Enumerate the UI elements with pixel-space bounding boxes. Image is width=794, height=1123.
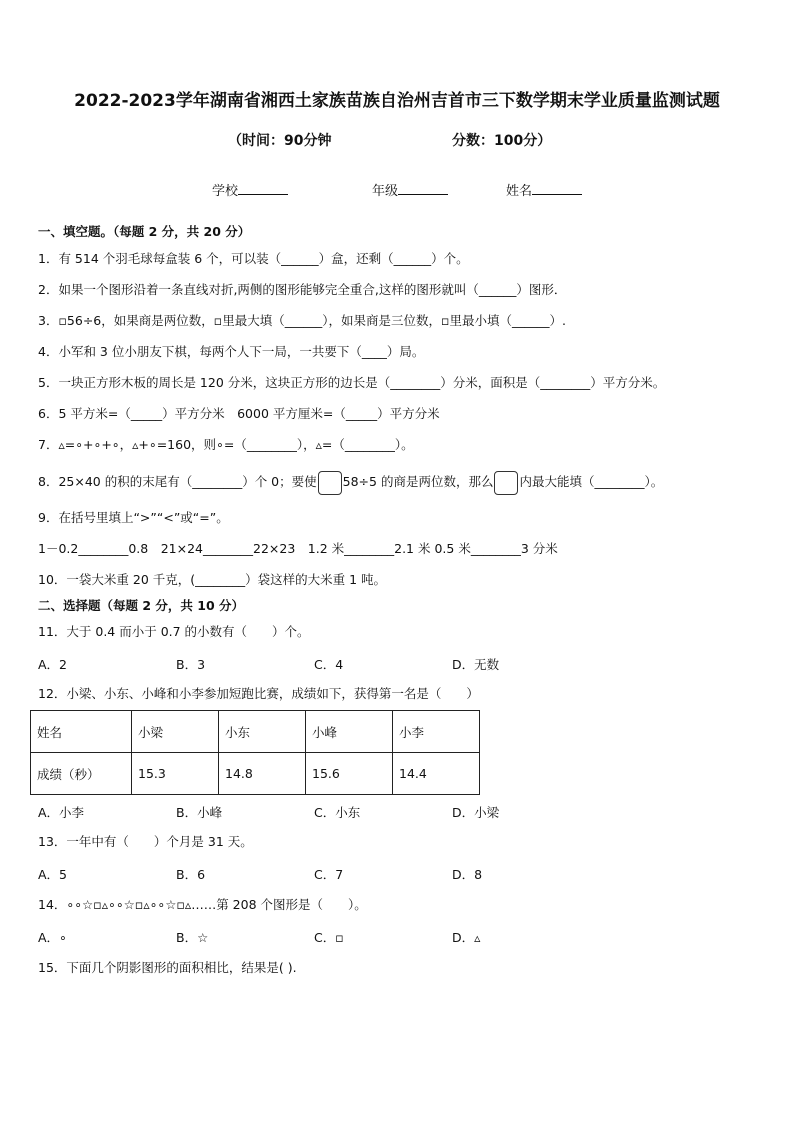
page-title: 2022-2023学年湖南省湘西土家族苗族自治州吉首市三下数学期末学业质量监测试题 [74,91,720,111]
table-cell: 15.6 [306,753,393,795]
question-4: 4．小军和 3 位小朋友下棋，每两个人下一局，一共要下（____）局。 [38,344,425,359]
table-row [31,753,480,795]
question-8-part-1: 8．25×40 的积的末尾有（________）个 0；要使 [38,474,317,489]
table-cell: 成绩（秒） [31,753,132,795]
section-choice-heading: 二、选择题（每题 2 分，共 10 分） [38,598,245,613]
grade-field [372,180,448,199]
exam-time: （时间：90分钟 [228,133,332,149]
section-fill-blank-heading: 一、填空题。（每题 2 分，共 20 分） [38,224,251,239]
q12-option-a[interactable]: A．小李 [38,805,85,820]
grade-label: 年级 [372,184,399,199]
school-blank[interactable] [238,182,288,195]
q11-option-d[interactable]: D．无数 [452,657,500,672]
question-9-comparisons: 1－0.2________0.8 21×24________22×23 1.2 米________2.1 米 0.5 米________3 分米 [38,541,558,556]
school-field [212,180,288,199]
q13-option-c[interactable]: C．7 [314,867,344,882]
digit-box[interactable] [318,471,342,495]
q11-option-b[interactable]: B．3 [176,657,206,672]
digit-box[interactable] [494,471,518,495]
table-header-cell: 小李 [393,711,480,753]
q12-option-c[interactable]: C．小东 [314,805,361,820]
question-9: 9．在括号里填上“>”“<”或“=”。 [38,510,229,525]
question-8-part-2: 58÷5 的商是两位数，那么 [342,474,494,489]
question-3: 3．▫56÷6，如果商是两位数，▫里最大填（______），如果商是三位数，▫里最小填（______）. [38,313,566,328]
q12-option-b[interactable]: B．小峰 [176,805,223,820]
table-cell: 14.8 [219,753,306,795]
table-row [31,711,480,753]
question-8-part-3: 内最大能填（________）。 [519,474,664,489]
name-label: 姓名 [506,184,533,199]
question-15: 15．下面几个阴影图形的面积相比，结果是( ). [38,960,297,975]
question-14: 14．∘∘☆▫▵∘∘☆▫▵∘∘☆▫▵……第 208 个图形是（ ）。 [38,897,367,912]
name-field [506,180,582,199]
question-1: 1．有 514 个羽毛球每盒装 6 个，可以装（______）盒，还剩（______）个。 [38,251,469,266]
q14-option-a[interactable]: A．∘ [38,930,67,945]
school-label: 学校 [212,184,239,199]
grade-blank[interactable] [398,182,448,195]
question-11: 11．大于 0.4 而小于 0.7 的小数有（ ）个。 [38,624,310,639]
q13-option-b[interactable]: B．6 [176,867,206,882]
q14-option-c[interactable]: C．▫ [314,930,344,945]
q14-option-b[interactable]: B．☆ [176,930,209,945]
q11-option-a[interactable]: A．2 [38,657,68,672]
name-blank[interactable] [532,182,582,195]
question-6: 6．5 平方米=（_____）平方分米 6000 平方厘米=（_____）平方分米 [38,406,440,421]
q13-option-d[interactable]: D．8 [452,867,483,882]
question-10: 10．一袋大米重 20 千克，(________）袋这样的大米重 1 吨。 [38,572,387,587]
table-header-cell: 小东 [219,711,306,753]
table-header-cell: 姓名 [31,711,132,753]
q11-option-c[interactable]: C．4 [314,657,344,672]
table-header-cell: 小梁 [132,711,219,753]
question-8 [38,470,663,495]
question-13: 13．一年中有（ ）个月是 31 天。 [38,834,253,849]
table-header-cell: 小峰 [306,711,393,753]
question-2: 2．如果一个图形沿着一条直线对折,两侧的图形能够完全重合,这样的图形就叫（______）图形． [38,282,567,297]
q14-option-d[interactable]: D．▵ [452,930,481,945]
q13-option-a[interactable]: A．5 [38,867,68,882]
question-12: 12．小梁、小东、小峰和小李参加短跑比赛，成绩如下，获得第一名是（ ） [38,686,479,701]
q12-option-d[interactable]: D．小梁 [452,805,500,820]
score-table [30,710,480,795]
table-cell: 14.4 [393,753,480,795]
question-7: 7．▵=∘+∘+∘，▵+∘=160，则∘=（________），▵=（________）。 [38,437,414,452]
table-cell: 15.3 [132,753,219,795]
exam-score: 分数：100分） [452,133,552,149]
question-5: 5．一块正方形木板的周长是 120 分米，这块正方形的边长是（________）分米，面积是（________）平方分米。 [38,375,666,390]
